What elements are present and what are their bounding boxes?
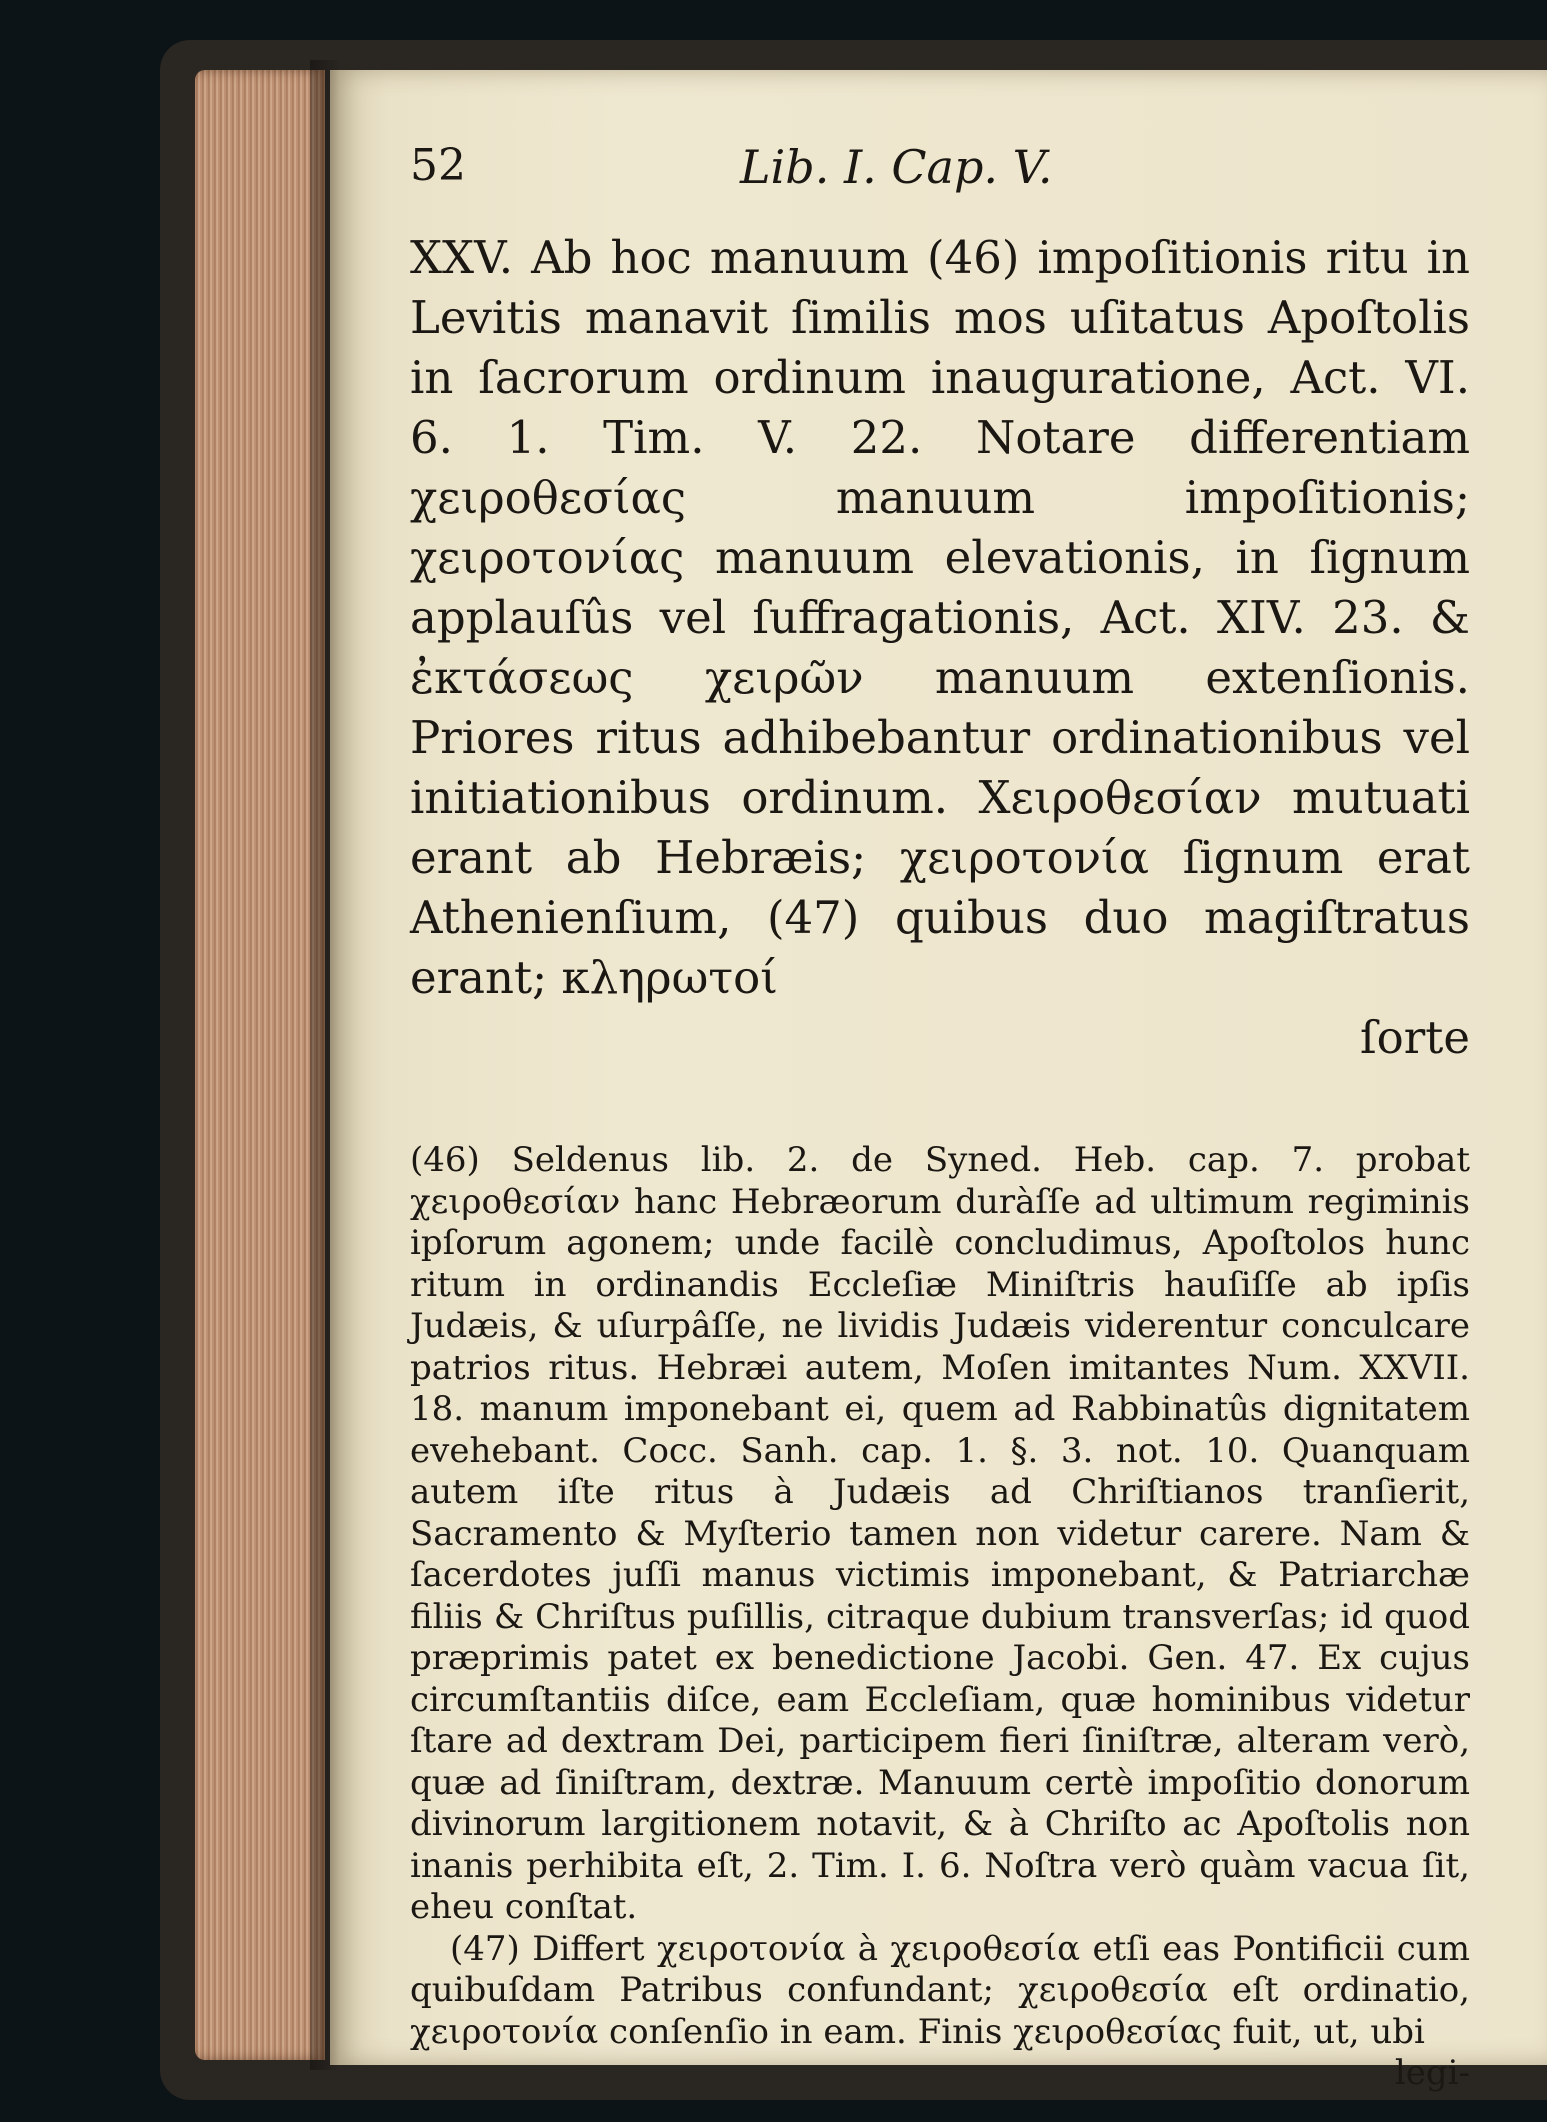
- running-title: Lib. I. Cap. V.: [740, 140, 1053, 194]
- page-text: [410, 130, 1470, 2095]
- page-edges: [195, 70, 325, 2060]
- main-paragraph: XXV. Ab hoc manuum (46) impoſitionis ritu in Levitis manavit ſimilis mos uſitatus Apoſtolis in ſacrorum ordinum inauguratione, Act. VI. 6. 1. Tim. V. 22. Notare differentiam χειροθεσίας manuum impoſitionis; χειροτονίας manuum elevationis, in ſignum applauſûs vel ſuffragationis, Act. XIV. 23. & ἐκτάσεως χειρῶν manuum extenſionis. Priores ritus adhibebantur ordinationibus vel initiationibus ordinum. Χειροθεσίαν mutuati erant ab Hebræis; χειροτονία ſignum erat Athenienſium, (47) quibus duo magiſtratus erant; κληρωτοί: [410, 231, 1470, 1004]
- footnote-46: (46) Seldenus lib. 2. de Syned. Heb. cap. 7. probat χειροθεσίαν hanc Hebræorum duràſſe ad ultimum regiminis ipſorum agonem; unde facilè concludimus, Apoſtolos hunc ritum in ordinandis Eccleſiæ Miniſtris hauſiſſe ab ipſis Judæis, & uſurpâſſe, ne lividis Judæis viderentur conculcare patrios ritus. Hebræi autem, Moſen imitantes Num. XXVII. 18. manum imponebant ei, quem ad Rabbinatûs dignitatem evehebant. Cocc. Sanh. cap. 1. §. 3. not. 10. Quanquam autem iſte ritus à Judæis ad Chriſtianos tranſierit, Sacramento & Myſterio tamen non videtur carere. Nam & ſacerdotes juſſi manus victimis imponebant, & Patriarchæ filiis & Chriſtus puſillis, citraque dubium transverſas; id quod præprimis patet ex benedictione Jacobi. Gen. 47. Ex cujus circumſtantiis diſce, eam Eccleſiam, quæ hominibus videtur ſtare ad dextram Dei, participem fieri ſiniſtræ, alteram verò, quæ ad ſiniſtram, dextræ. Manuum certè impoſitio donorum divinorum largitionem notavit, & à Chriſto ac Apoſtolis non inanis perhibita eſt, 2. Tim. I. 6. Noſtra verò quàm vacua ſit, eheu conſtat.: [410, 1140, 1470, 1927]
- catchword: ſorte: [1360, 1011, 1470, 1064]
- footnotes: [410, 1140, 1470, 2095]
- footnote-47: (47) Differt χειροτονία à χειροθεσία etſi eas Pontificii cum quibuſdam Patribus confundant; χειροθεσία eſt ordinatio, χειροτονία conſenſio in eam. Finis χειροθεσίας fuit, ut, ubi: [410, 1928, 1470, 2052]
- footnote-catchword: legi-: [1394, 2053, 1470, 2093]
- main-text: [410, 228, 1470, 1068]
- page-number: 52: [410, 140, 466, 191]
- book-page: [330, 70, 1547, 2093]
- page-header: [410, 130, 1470, 210]
- gutter-shadow: [310, 60, 340, 2070]
